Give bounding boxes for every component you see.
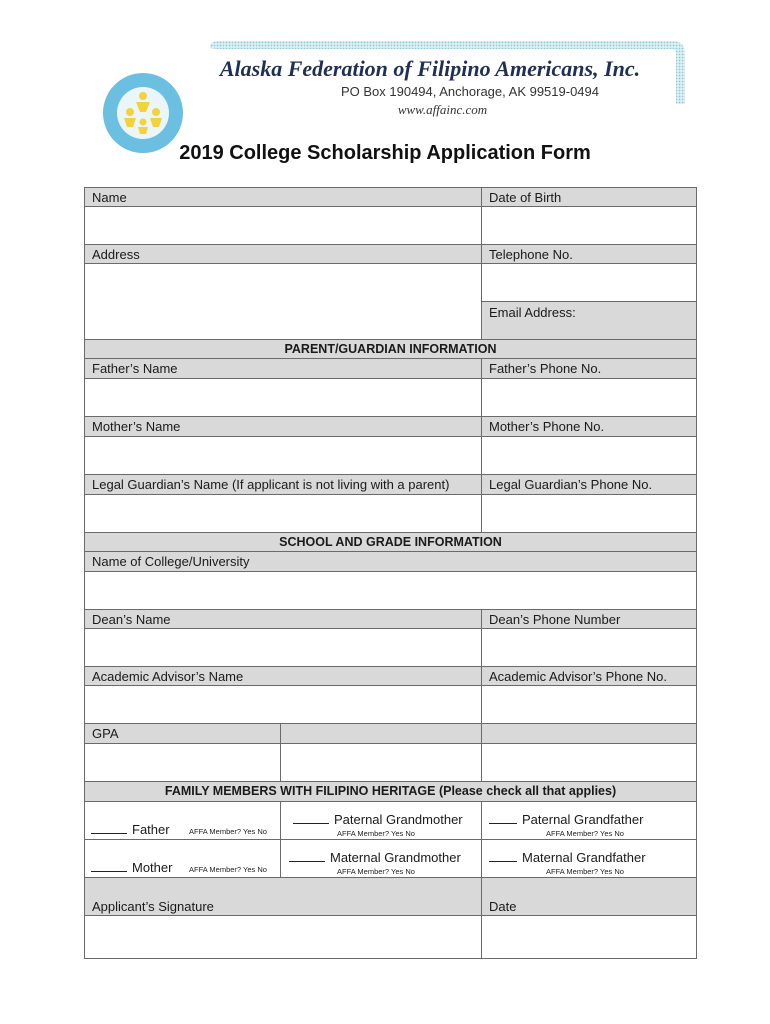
paternal-grandmother-affa-member[interactable]: AFFA Member? Yes No	[337, 829, 415, 838]
father-affa-member[interactable]: AFFA Member? Yes No	[189, 827, 267, 836]
dean-phone-label: Dean’s Phone Number	[489, 612, 621, 627]
email-cell[interactable]	[481, 301, 697, 340]
organization-website: www.affainc.com	[397, 102, 488, 117]
signature-field[interactable]	[84, 915, 482, 959]
maternal-grandfather-label: Maternal Grandfather	[522, 850, 646, 865]
paternal-grandmother-label: Paternal Grandmother	[334, 812, 463, 827]
fathers-phone-label: Father’s Phone No.	[489, 361, 602, 376]
college-label-cell	[84, 551, 697, 572]
fathers-phone-label-cell	[481, 358, 697, 379]
fathers-name-label: Father’s Name	[92, 361, 178, 376]
organization-address: PO Box 190494, Anchorage, AK 99519-0494	[340, 84, 600, 99]
name-label: Name	[92, 190, 127, 205]
advisor-name-field[interactable]	[84, 685, 482, 724]
dob-label-cell	[481, 187, 697, 207]
mothers-phone-label: Mother’s Phone No.	[489, 419, 605, 434]
mother-affa-member[interactable]: AFFA Member? Yes No	[189, 865, 267, 874]
paternal-grandfather-cell[interactable]	[481, 801, 697, 840]
signature-label: Applicant’s Signature	[92, 899, 214, 914]
father-heritage-cell[interactable]	[84, 801, 281, 840]
mother-heritage-cell[interactable]	[84, 839, 281, 878]
guardian-phone-field[interactable]	[481, 494, 697, 533]
dean-phone-label-cell	[481, 609, 697, 629]
college-field[interactable]	[84, 571, 697, 610]
dob-label: Date of Birth	[489, 190, 562, 205]
mother-label: Mother	[132, 860, 173, 875]
gpa-label-cell-3	[481, 723, 697, 744]
date-field[interactable]	[481, 915, 697, 959]
paternal-grandfather-affa-member[interactable]: AFFA Member? Yes No	[546, 829, 624, 838]
mother-check-line[interactable]	[91, 863, 127, 872]
organization-name: Alaska Federation of Filipino Americans, Inc.	[219, 56, 641, 81]
parent-guardian-heading: PARENT/GUARDIAN INFORMATION	[284, 342, 497, 356]
mothers-name-label-cell	[84, 416, 482, 437]
fathers-name-field[interactable]	[84, 378, 482, 417]
address-label: Address	[92, 247, 140, 262]
maternal-grandmother-cell[interactable]	[280, 839, 482, 878]
mothers-phone-label-cell	[481, 416, 697, 437]
parent-guardian-section-header	[84, 339, 697, 359]
gpa-label-cell	[84, 723, 281, 744]
maternal-grandfather-affa-member[interactable]: AFFA Member? Yes No	[546, 867, 624, 876]
telephone-label-cell	[481, 244, 697, 264]
school-heading: SCHOOL AND GRADE INFORMATION	[279, 535, 502, 549]
gpa-field-3[interactable]	[481, 743, 697, 782]
date-label-cell	[481, 877, 697, 916]
guardian-name-label-cell	[84, 474, 482, 495]
address-field[interactable]	[84, 263, 482, 340]
telephone-field[interactable]	[481, 263, 697, 302]
school-section-header	[84, 532, 697, 552]
guardian-name-label: Legal Guardian’s Name (If applicant is not living with a parent)	[92, 477, 450, 492]
paternal-grandfather-check-line[interactable]	[489, 815, 517, 824]
signature-label-cell	[84, 877, 482, 916]
maternal-grandmother-check-line[interactable]	[289, 853, 325, 862]
mothers-phone-field[interactable]	[481, 436, 697, 475]
mothers-name-field[interactable]	[84, 436, 482, 475]
guardian-phone-label: Legal Guardian’s Phone No.	[489, 477, 653, 492]
guardian-name-field[interactable]	[84, 494, 482, 533]
father-label: Father	[132, 822, 170, 837]
advisor-name-label-cell	[84, 666, 482, 686]
mothers-name-label: Mother’s Name	[92, 419, 181, 434]
family-section-header	[84, 781, 697, 802]
maternal-grandfather-check-line[interactable]	[489, 853, 517, 862]
dean-name-field[interactable]	[84, 628, 482, 667]
advisor-phone-label: Academic Advisor’s Phone No.	[489, 669, 668, 684]
dean-name-label: Dean’s Name	[92, 612, 171, 627]
date-label: Date	[489, 899, 517, 914]
address-label-cell	[84, 244, 482, 264]
dob-field[interactable]	[481, 206, 697, 245]
guardian-phone-label-cell	[481, 474, 697, 495]
college-label: Name of College/University	[92, 554, 250, 569]
gpa-field[interactable]	[84, 743, 281, 782]
name-label-cell	[84, 187, 482, 207]
form-title: 2019 College Scholarship Application Form	[179, 142, 591, 164]
father-check-line[interactable]	[91, 825, 127, 834]
dean-name-label-cell	[84, 609, 482, 629]
paternal-grandmother-check-line[interactable]	[293, 815, 329, 824]
name-field[interactable]	[84, 206, 482, 245]
gpa-field-2[interactable]	[280, 743, 482, 782]
telephone-label: Telephone No.	[489, 247, 573, 262]
family-heading: FAMILY MEMBERS WITH FILIPINO HERITAGE (Please check all that applies)	[164, 784, 617, 798]
maternal-grandfather-cell[interactable]	[481, 839, 697, 878]
paternal-grandfather-label: Paternal Grandfather	[522, 812, 644, 827]
fathers-phone-field[interactable]	[481, 378, 697, 417]
email-label: Email Address:	[489, 305, 576, 320]
fathers-name-label-cell	[84, 358, 482, 379]
gpa-label: GPA	[92, 726, 119, 741]
advisor-phone-label-cell	[481, 666, 697, 686]
paternal-grandmother-cell[interactable]	[280, 801, 482, 840]
advisor-phone-field[interactable]	[481, 685, 697, 724]
gpa-label-cell-2	[280, 723, 482, 744]
advisor-name-label: Academic Advisor’s Name	[92, 669, 244, 684]
maternal-grandmother-label: Maternal Grandmother	[330, 850, 461, 865]
maternal-grandmother-affa-member[interactable]: AFFA Member? Yes No	[337, 867, 415, 876]
dean-phone-field[interactable]	[481, 628, 697, 667]
